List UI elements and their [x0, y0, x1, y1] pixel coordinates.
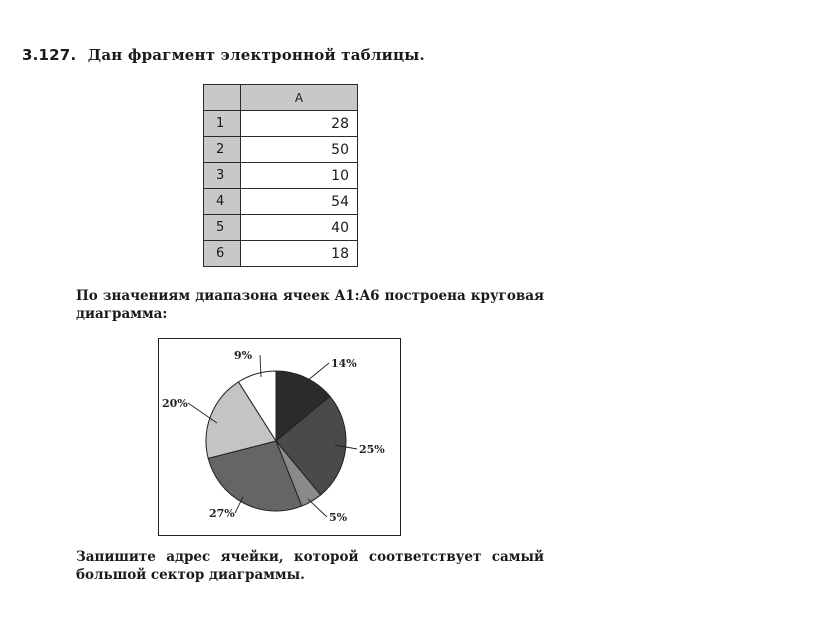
slice-label: 9%: [234, 349, 253, 362]
chart-description-text: По значениям диапазона ячеек A1:A6 построена круговая диаграмма:: [76, 288, 544, 322]
slice-label: 5%: [329, 511, 348, 524]
slice-label: 27%: [209, 507, 235, 520]
table-row: [204, 241, 358, 267]
row-header: 4: [204, 189, 241, 215]
row-header: 5: [204, 215, 241, 241]
label-leader-line: [308, 499, 327, 517]
pie-chart: [159, 339, 400, 535]
cell-value: 50: [241, 137, 358, 163]
table-row: [204, 163, 358, 189]
corner-cell: [204, 85, 241, 111]
table-row: [204, 111, 358, 137]
cell-value: 18: [241, 241, 358, 267]
cell-value: 54: [241, 189, 358, 215]
problem-header: [22, 46, 425, 64]
slice-label: 25%: [359, 443, 385, 456]
table-row: [204, 189, 358, 215]
label-leader-line: [307, 363, 329, 381]
problem-number: 3.127.: [22, 46, 77, 64]
row-header: 2: [204, 137, 241, 163]
cell-value: 10: [241, 163, 358, 189]
spreadsheet-fragment: [203, 84, 358, 267]
cell-value: 40: [241, 215, 358, 241]
question-text: Запишите адрес ячейки, которой соответствует самый большой сектор диаграммы.: [76, 549, 544, 583]
column-header-a: A: [241, 85, 358, 111]
slice-label: 20%: [162, 397, 188, 410]
pie-chart-frame: [158, 338, 401, 536]
row-header: 6: [204, 241, 241, 267]
cell-value: 28: [241, 111, 358, 137]
row-header: 3: [204, 163, 241, 189]
table-row: [204, 215, 358, 241]
table-row: [204, 137, 358, 163]
header-row: [204, 85, 358, 111]
row-header: 1: [204, 111, 241, 137]
problem-title: Дан фрагмент электронной таблицы.: [87, 46, 425, 64]
slice-label: 14%: [331, 357, 357, 370]
